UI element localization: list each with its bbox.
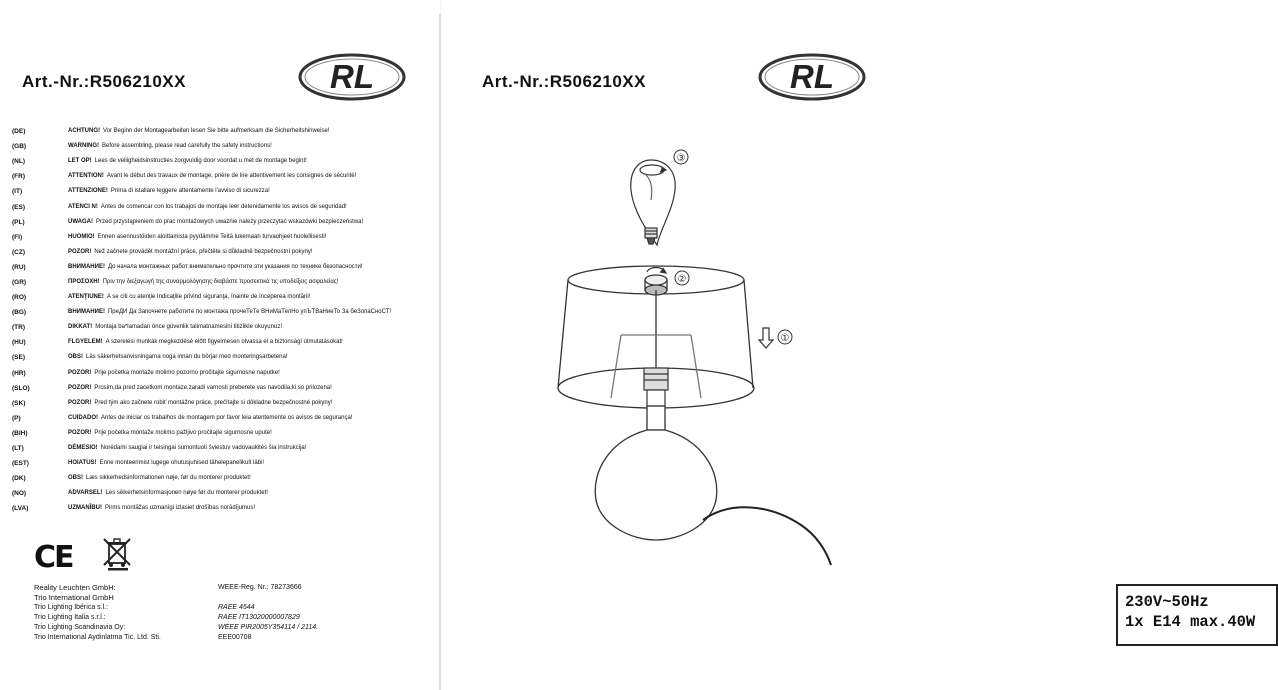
language-code: (RO) <box>12 294 27 302</box>
warning-text: Antes de iniciar os trabalhos de montagem por favor leia atentemente os avisos de segurança! <box>101 414 353 421</box>
step-label: ② <box>677 274 687 285</box>
company-line: Trio International Aydinlatma Tic. Ltd. Sti. <box>34 634 161 641</box>
step-label: ③ <box>676 153 686 164</box>
warning-row <box>12 184 432 199</box>
language-code: (HU) <box>12 339 26 347</box>
warning-text: ПреДИ Да Започнете работите по монтажа прочеТеТе ВНиМаТелНо упЪТВаНиеТо За беЗопаСноСТ! <box>107 309 392 316</box>
down-arrow-icon <box>759 328 773 348</box>
language-code: (SE) <box>12 354 25 362</box>
language-code: (P) <box>12 414 21 422</box>
left-page <box>0 0 440 690</box>
language-code: (LVA) <box>12 505 29 513</box>
weee-line: EEE00708 <box>218 634 252 641</box>
language-code: (FI) <box>12 233 23 241</box>
logo-text: RL <box>330 58 374 95</box>
warning-text: Montaja ba*lamadan önce güvenlik talimatnamesini titizlikle okuyunuz! <box>95 324 282 331</box>
warning-text: A szerelési munkák megkezdésé előtt figyelmesen olvassa el a biztonsági útmutatásokat! <box>105 339 343 346</box>
warning-row <box>12 169 432 184</box>
warning-text: Prije početka montaže molimo pozorno pročitajte sigurnosne naputke! <box>94 369 280 376</box>
light-bulb-icon <box>631 160 675 245</box>
rl-logo-icon <box>297 52 407 102</box>
warning-row <box>12 230 432 245</box>
warning-row <box>12 426 432 441</box>
weee-line: RAEE 4544 <box>218 604 255 611</box>
rotation-arrow-icon <box>647 268 666 274</box>
warning-text: A se citi cu atenţie Indicaţiile privind siguranţa, înainte de începerea montării! <box>106 294 311 301</box>
warning-row <box>12 139 432 154</box>
rl-logo-icon <box>757 52 867 102</box>
language-code: (IT) <box>12 188 23 196</box>
company-line: Trio Lighting Ibérica s.l.: <box>34 604 109 611</box>
warning-row <box>12 320 432 335</box>
warning-row <box>12 275 432 290</box>
warning-text: Pirms montāžas uzmanīgi izlasiet drošības norādījumus! <box>105 505 256 512</box>
warning-text: Przed przystąpieniem do prac montażowych uważnie należy przeczytać wskazówki bezpieczeństwa! <box>96 218 364 225</box>
weee-registration-list <box>218 583 318 643</box>
language-code: (DK) <box>12 475 26 483</box>
company-line: Reality Leuchten GmbH: <box>34 583 116 592</box>
warning-heading: ADVARSEL! <box>68 490 103 497</box>
language-code: (TR) <box>12 324 25 332</box>
warning-heading: UWAGA! <box>68 218 93 225</box>
warning-text: Pred tým ako začnete robiť montážne práce, prečítajte si dôkladne bezpečnostné pokyny! <box>94 399 333 406</box>
warning-row <box>12 411 432 426</box>
language-code: (GB) <box>12 143 27 151</box>
language-code: (NL) <box>12 158 25 166</box>
article-number: Art.-Nr.:R506210XX <box>482 72 646 91</box>
warning-heading: LET OP! <box>68 158 92 165</box>
logo-text: RL <box>790 58 834 95</box>
warning-text: Enne monteerimist lugege ohutusjuhised tähelepanelikult läbi! <box>99 460 265 467</box>
warning-heading: POZOR! <box>68 369 92 376</box>
lamp-base <box>595 406 717 540</box>
warning-heading: HOIATUS! <box>68 460 97 467</box>
warning-text: Prima di istallare leggere attentamente l'avviso di sicurezza! <box>110 188 270 195</box>
warning-heading: POZOR! <box>68 384 92 391</box>
warning-text: Prije početka montaže molimo pažljivo pročitajte sigurnosne upute! <box>94 429 272 436</box>
language-code: (BG) <box>12 309 27 317</box>
language-code: (CZ) <box>12 248 25 256</box>
weee-crossed-bin-icon <box>100 535 136 571</box>
warning-row <box>12 215 432 230</box>
warning-heading: ΠΡΟΣΟΧΗ! <box>68 278 100 285</box>
warning-row <box>12 305 432 320</box>
safety-warnings-list <box>12 124 432 516</box>
warning-heading: ATTENZIONE! <box>68 188 108 195</box>
warning-row <box>12 124 432 139</box>
power-cable <box>703 507 831 565</box>
language-code: (GR) <box>12 278 27 286</box>
warning-row <box>12 335 432 350</box>
warning-heading: DĖMESIO! <box>68 445 98 452</box>
voltage-spec: 230V~50Hz <box>1125 593 1209 611</box>
step-label: ① <box>780 333 790 344</box>
warning-heading: CUIDADO! <box>68 414 98 421</box>
warning-text: Než začnete provádět montážní práce, přečtěte si důkladně bezpečnostní pokyny! <box>94 248 313 255</box>
warning-heading: ВНИМАНИЕ! <box>68 309 105 316</box>
warning-row <box>12 486 432 501</box>
language-code: (RU) <box>12 263 26 271</box>
warning-text: Läs säkerhetsanvisningarna noga innan du börjar med monteringsarbetena! <box>86 354 288 361</box>
warning-row <box>12 350 432 365</box>
language-code: (ES) <box>12 203 25 211</box>
warning-row <box>12 471 432 486</box>
warning-heading: ATTENTION! <box>68 173 104 180</box>
language-code: (LT) <box>12 445 24 453</box>
warning-text: Norėdami saugiai ir teisingai sumontuoti šviestuv vadovaukitės šia instrukcija! <box>100 445 307 452</box>
warning-row <box>12 290 432 305</box>
warning-row <box>12 199 432 214</box>
company-line: Trio Lighting Scandinavia Oy: <box>34 624 126 631</box>
language-code: (BIH) <box>12 429 28 437</box>
weee-line: WEEE PIR2005Y354114 / 2114. <box>218 624 319 631</box>
warning-heading: ATENCI N! <box>68 203 98 210</box>
warning-heading: HUOMIO! <box>68 233 95 240</box>
language-code: (SK) <box>12 399 26 407</box>
warning-row <box>12 260 432 275</box>
company-line: Trio International GmbH <box>34 593 114 602</box>
warning-row <box>12 366 432 381</box>
warning-row <box>12 154 432 169</box>
weee-line: RAEE IT13020000007829 <box>218 614 300 621</box>
electrical-spec-box <box>1116 584 1278 646</box>
warning-heading: POZOR! <box>68 399 92 406</box>
language-code: (PL) <box>12 218 25 226</box>
lamp-assembly-diagram <box>441 140 880 580</box>
lamp-socket <box>644 368 668 406</box>
weee-line: WEEE-Reg. Nr.: 78273666 <box>218 584 302 591</box>
article-number: Art.-Nr.:R506210XX <box>22 72 186 91</box>
warning-heading: UZMANĪBU! <box>68 505 102 512</box>
warning-row <box>12 456 432 471</box>
warning-text: Antes de comencar con los trabajos de montaje leer detenidamente los avisos de seguridad! <box>100 203 347 210</box>
company-list <box>34 583 161 643</box>
warning-heading: ATENŢIUNE! <box>68 294 104 301</box>
warning-row <box>12 441 432 456</box>
warning-heading: POZOR! <box>68 429 92 436</box>
warning-heading: ACHTUNG! <box>68 128 100 135</box>
warning-heading: POZOR! <box>68 248 92 255</box>
language-code: (EST) <box>12 460 29 468</box>
language-code: (FR) <box>12 173 25 181</box>
warning-row <box>12 381 432 396</box>
language-code: (HR) <box>12 369 26 377</box>
warning-heading: WARNING! <box>68 143 99 150</box>
warning-text: Πριν την διεξαγωγή της συναρμολόγησης διαβάστε προσεκτικά τις υποδείξεις ασφαλείας! <box>102 278 339 285</box>
warning-text: До начала монтажных работ внимательно прочтите эти указания по технике безопасности! <box>107 263 363 270</box>
warning-row <box>12 245 432 260</box>
warning-row <box>12 396 432 411</box>
bulb-spec: 1x E14 max.40W <box>1125 613 1256 631</box>
right-page <box>441 0 1256 690</box>
warning-row <box>12 501 432 516</box>
warning-text: Prosim,da pred zacetkom montaze,zaradi varnosti preberete vas navodila,ki so prilozena! <box>94 384 332 391</box>
warning-heading: FLGYELEM! <box>68 339 103 346</box>
warning-text: Læs sikkerhedsinformationen nøje, før du monterer produktet! <box>86 475 251 482</box>
warning-text: Avant le début des travaux de montage, prière de lire attentivement les consignes de sécurité! <box>106 173 357 180</box>
warning-text: Vor Beginn der Montagearbeiten lesen Sie bitte aufmerksam die Sicherheitshinweise! <box>103 128 330 135</box>
warning-text: Ennen asennustöiden aloittamista pyydämme Teitä lukemaan turvaohjeet huolellisesti! <box>97 233 327 240</box>
company-line: Trio Lighting Italia s.r.l.: <box>34 614 106 621</box>
language-code: (DE) <box>12 128 26 136</box>
warning-text: Lees de veiligheidsinstructies zorgvuldig door voordat u met de montage begint! <box>94 158 307 165</box>
weee-line <box>218 593 318 603</box>
warning-heading: DIKKAT! <box>68 324 93 331</box>
language-code: (NO) <box>12 490 27 498</box>
warning-heading: ВНИМАНИЕ! <box>68 263 105 270</box>
language-code: (SLO) <box>12 384 30 392</box>
warning-heading: OBS! <box>68 475 83 482</box>
warning-text: Before assembling, please read carefully the safety instructions! <box>102 143 272 150</box>
warning-text: Les sikkerhetsinformasjonen nøye før du monterer produktet! <box>105 490 268 497</box>
ce-mark: CE <box>34 540 73 575</box>
warning-heading: OBS! <box>68 354 83 361</box>
